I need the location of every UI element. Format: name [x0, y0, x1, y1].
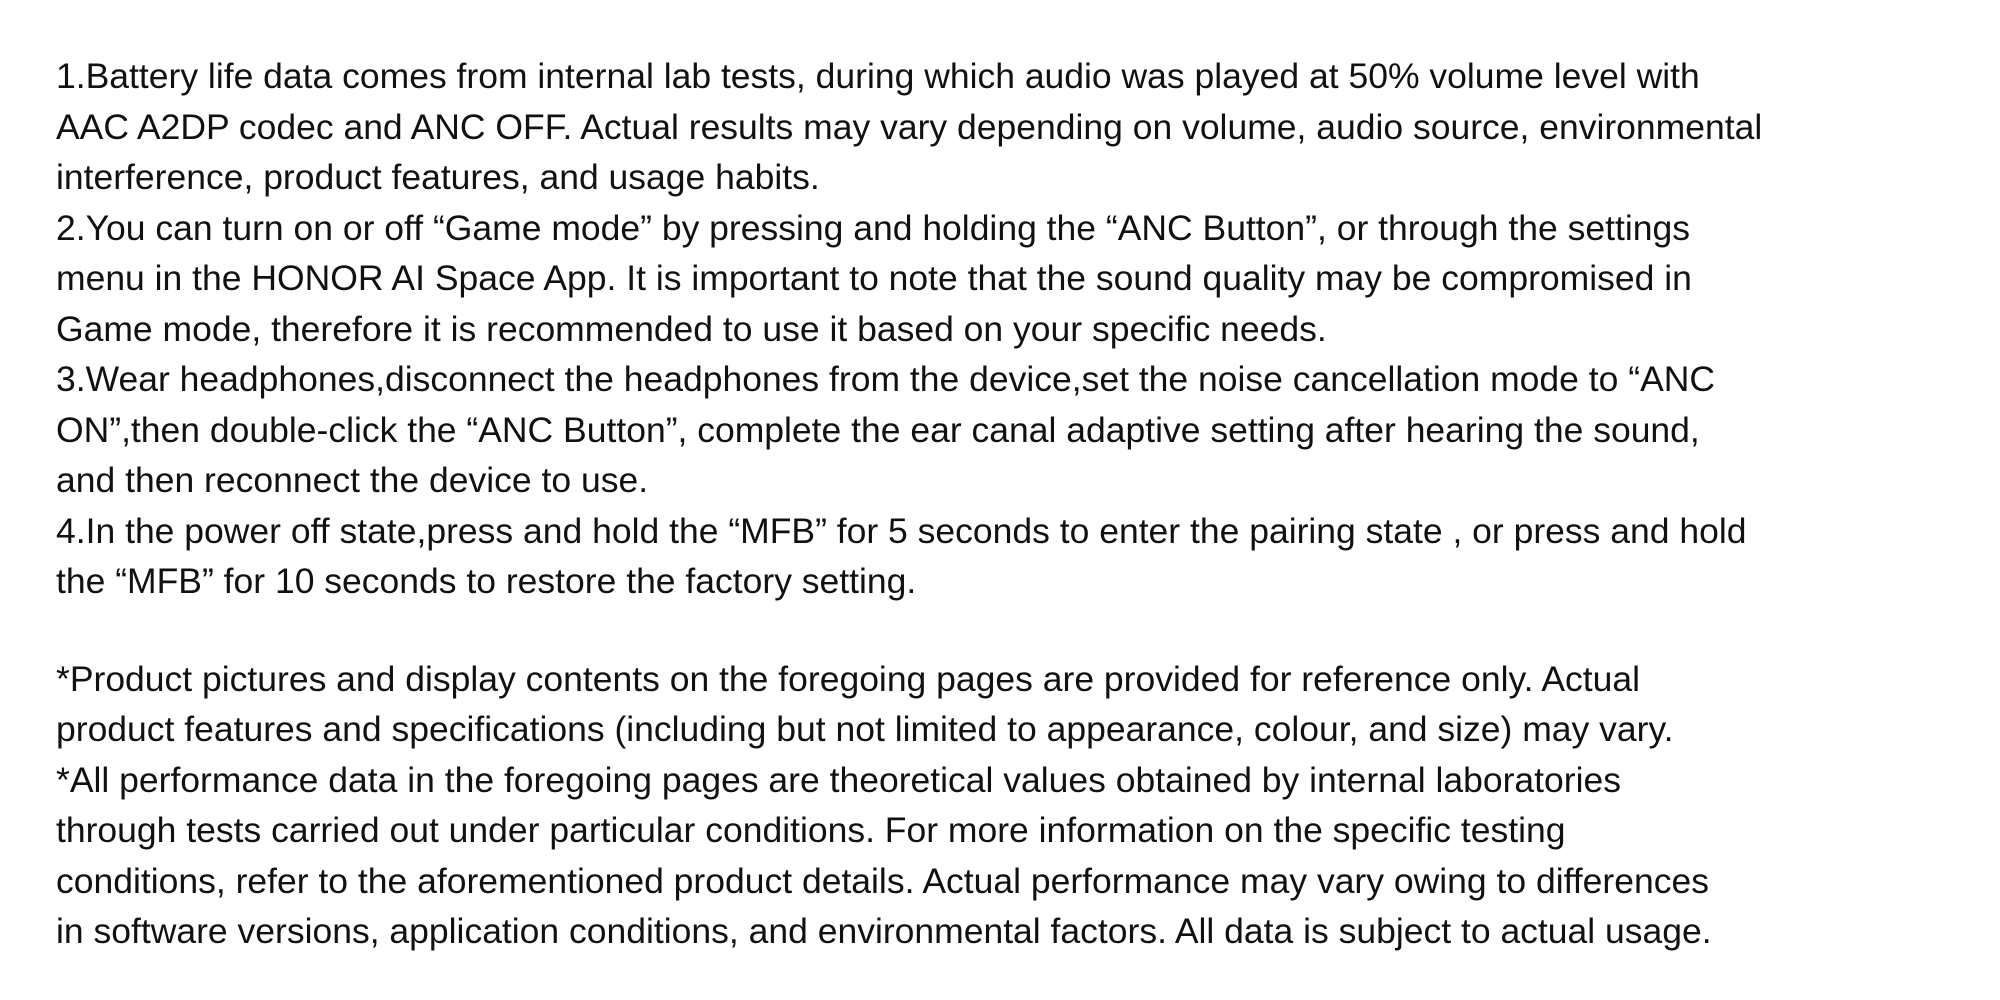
- note-line: the “MFB” for 10 seconds to restore the factory setting.: [56, 561, 917, 601]
- note-line: 1.Battery life data comes from internal lab tests, during which audio was played at 50% volume level with: [56, 56, 1700, 96]
- note-line: 4.In the power off state,press and hold the “MFB” for 5 seconds to enter the pairing state , or press and hold: [56, 510, 1747, 551]
- note-line: 2.You can turn on or off “Game mode” by pressing and holding the “ANC Button”, or through the settings: [56, 207, 1690, 248]
- note-line: and then reconnect the device to use.: [56, 460, 649, 500]
- note-line: ON”,then double-click the “ANC Button”, complete the ear canal adaptive setting after hearing the sound,: [56, 409, 1700, 450]
- disclaimer-line: *Product pictures and display contents on the foregoing pages are provided for reference only. Actual: [56, 658, 1641, 699]
- note-2: [56, 203, 1960, 355]
- disclaimer-line: in software versions, application conditions, and environmental factors. All data is subject to actual usage.: [56, 911, 1712, 951]
- note-line: 3.Wear headphones,disconnect the headphones from the device,set the noise cancellation mode to “ANC: [56, 359, 1716, 399]
- numbered-notes: [56, 51, 1960, 607]
- note-1: [56, 51, 1960, 203]
- note-line: Game mode, therefore it is recommended to use it based on your specific needs.: [56, 308, 1327, 349]
- note-line: AAC A2DP codec and ANC OFF. Actual results may vary depending on volume, audio source, environmental: [56, 106, 1763, 147]
- disclaimer-line: product features and specifications (including but not limited to appearance, colour, and size) may vary.: [56, 709, 1674, 749]
- note-line: interference, product features, and usage habits.: [56, 157, 820, 197]
- disclaimer-line: conditions, refer to the aforementioned product details. Actual performance may vary owing to differences: [56, 860, 1709, 901]
- disclaimers: [56, 654, 1960, 957]
- disclaimer-line: through tests carried out under particular conditions. For more information on the specific testing: [56, 810, 1566, 850]
- disclaimer-line: *All performance data in the foregoing pages are theoretical values obtained by internal laboratories: [56, 759, 1621, 800]
- section-gap: [56, 607, 1960, 654]
- disclaimer-performance-data: [56, 755, 1960, 957]
- disclaimer-product-pictures: [56, 654, 1960, 755]
- note-3: [56, 354, 1960, 506]
- note-line: menu in the HONOR AI Space App. It is important to note that the sound quality may be compromised in: [56, 258, 1692, 298]
- note-4: [56, 506, 1960, 607]
